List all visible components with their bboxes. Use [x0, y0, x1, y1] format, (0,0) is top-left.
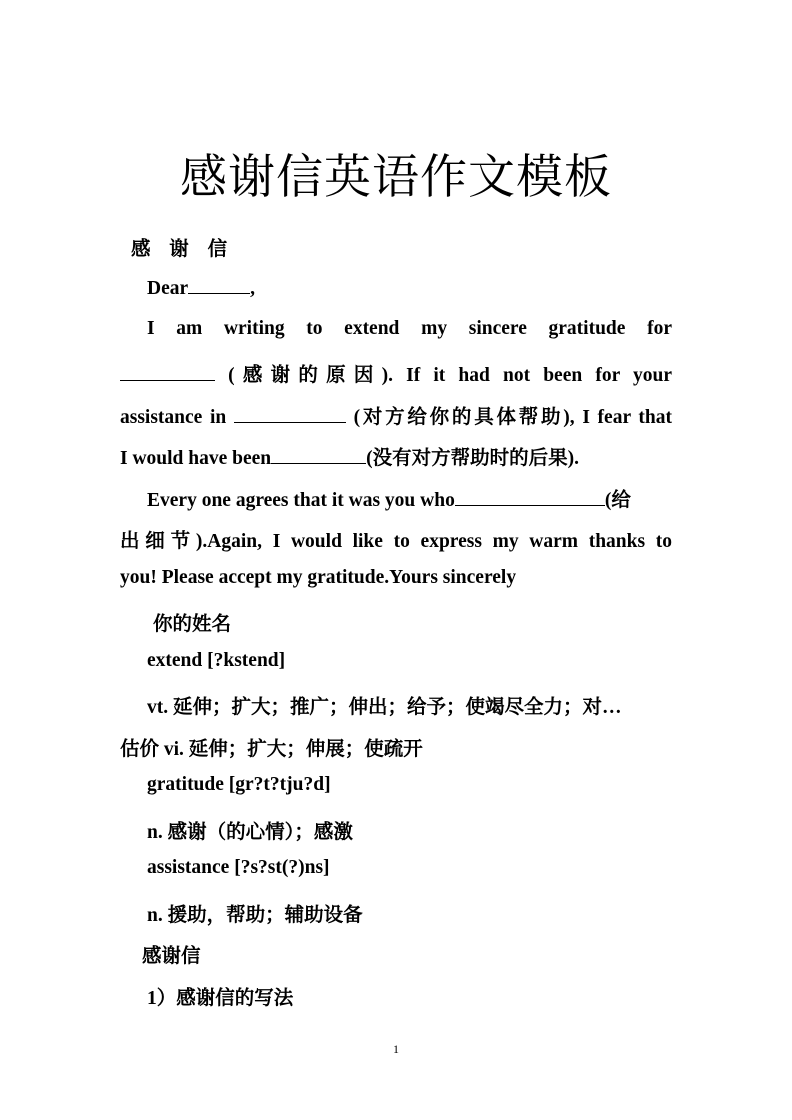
vocab-definition: n. 援助，帮助；辅助设备 [147, 905, 363, 926]
blank-line [271, 446, 366, 464]
paragraph-line: I would have been (没有对方帮助时的后果). [120, 448, 580, 469]
blank-line [455, 488, 605, 506]
paragraph-line: I am writing to extend my sincere gratitude for [147, 318, 672, 339]
vocab-definition: vt. 延伸；扩大；推广；伸出；给予；使竭尽全力；对… [147, 697, 622, 718]
section-item: 1）感谢信的写法 [147, 988, 294, 1009]
vocab-word: gratitude [gr?t?tju?d] [147, 774, 331, 795]
signature: 你的姓名 [153, 612, 232, 635]
vocab-word: extend [?kstend] [147, 650, 286, 671]
vocab-word: assistance [?s?st(?)ns] [147, 857, 330, 878]
letter-heading: 感 谢 信 [131, 237, 234, 260]
vocab-definition: 估价 vi. 延伸；扩大；伸展；使疏开 [120, 739, 423, 760]
page-title: 感谢信英语作文模板 [180, 150, 612, 205]
paragraph-line: you! Please accept my gratitude.Yours sincerely [120, 567, 517, 588]
blank-line [120, 363, 215, 381]
paragraph-line: (感谢的原因). If it had not been for your [120, 359, 672, 387]
salutation: Dear , [147, 278, 256, 299]
paragraph-line: 出细节).Again, I would like to express my warm thanks to [120, 531, 672, 552]
section-heading: 感谢信 [142, 944, 201, 967]
paragraph-line: Every one agrees that it was you who (给 [147, 490, 631, 511]
vocab-definition: n. 感谢（的心情）；感激 [147, 822, 353, 843]
blank-line [188, 276, 250, 294]
paragraph-line: assistance in (对方给你的具体帮助), I fear that [120, 407, 672, 428]
blank-line [234, 405, 346, 423]
page-number: 1 [393, 1042, 399, 1056]
